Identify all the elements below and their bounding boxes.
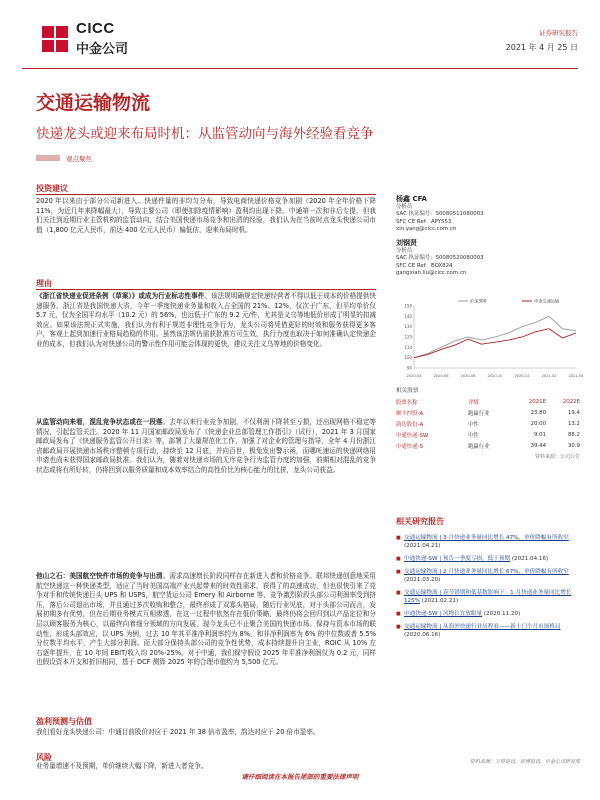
y-tick-label: 120 [404, 334, 412, 340]
stock-name: 中通快递-S [396, 443, 423, 450]
stock-table-heading: 相关股票 [396, 388, 419, 394]
analyst-1-tag: CFA [412, 195, 427, 203]
index-chart-svg [396, 296, 584, 380]
col-rating: 评级 [468, 399, 479, 406]
related-item[interactable] [396, 555, 580, 563]
stock-rating: 中性 [468, 432, 479, 439]
logo-mark-icon [42, 26, 72, 52]
x-tick-label: 2020-12 [514, 374, 530, 378]
analyst-2 [396, 240, 484, 278]
reason-paragraph-3 [36, 572, 376, 668]
related-link[interactable]: 交通运输物流 | 从海外快递行业历程看——新十门个月市场格局 [404, 624, 561, 630]
related-date: (2021.04.16) [511, 556, 549, 562]
related-item[interactable] [396, 623, 580, 639]
subtag-marker [36, 155, 60, 161]
series-line-1 [414, 316, 576, 357]
legend-label: 申金交通运输 [534, 298, 560, 304]
x-tick-label: 2021-04 [568, 374, 584, 378]
report-type: 证券研究报告 [539, 29, 578, 37]
reason-p3-body: 。需求高速增长阶段同样存在新进入者和价格竞争。联邦快递创意地采用航空快递这一种快递类型，适应了当时美国高端产业兴起带来的时效性需求，获得了的高速成功，但也很快引来了竞争对手和传统快递巨头 UPS 和 USPS，航空货运公司 Emery 和 Airborne 等，竞争激烈阶段头部公司利润率受到挤压，落后公司退出市场，并且通过多次收购和整合，最终形成了双寡头格局，随后行业见底，对于头部公司而言，发展初期多有优势，但在后期业务模式互相渗透，在这一过程中依然存在低价策略，最终仍将会回归到以产品定位和分层以顾客服务为核心，以最终向着细分领域的方向发展，现今龙头已不止聚合美国的快递市场。保持与资本市场的联动性，形成头部效应，以 UPS 为例，过去 10 年其平准净利润率约为 8%，和非净利润率为 6% 的中位数或者 5.5% 分位数平均水平，产生大部分利润。而大部分保持头部公司的竞争性优势，成本持续提升自主业，ROIC 从 10% 左右逐年提升，在 10 年间 EBIT/收入均 20%-25%。对于中通，我们保守假设 2025 年平准净利润仅为 0.2 元，同样也假设资本开支和折旧相同，基于 DCF 测算 2025 年的合理市值约为 5,500 亿元。 [36, 572, 377, 667]
analyst-1-name: 杨鑫 [396, 195, 410, 203]
analyst-2-name: 刘钢贤 [396, 239, 417, 247]
related-item[interactable] [396, 568, 580, 584]
related-link[interactable]: 中通快递-SW | 预告一季度亏损，低于预期 [404, 556, 511, 562]
stock-value: 88.2 [567, 431, 580, 438]
header-meta [506, 28, 578, 53]
reason-p1-body: 。该法规明确规定快递经营者不得以低于成本的价格提供快递服务，浙江省是我国快递大省，今年一季度快递业务量和收入占全国的 21%、12%，仅次于广东，但平均单价仅 5.7 元，仅为全国平均水平（10.2 元）的 56%，也远低于广东的 9.2 元/件，尤其是义乌等地低价形成了明显的扣减效应。如果该法规正式实施，我们认为有利于规范非理性竞争行为，龙头公司将凭借更好的时效和服务获得更多客户，客观上起到加速行业格局趋稳的作用。虽然该法规仍需获批准方可生效，执行力度也取决于如何准确认定快递企业的成本，但我们认为对快递公司的警示性作用可能会体现的更快，建议关注义乌等地的价格变化。 [36, 292, 377, 348]
stock-value: 19.4 [567, 409, 580, 416]
header-divider [22, 68, 578, 69]
related-item[interactable] [396, 534, 580, 550]
y-tick-label: 110 [404, 344, 412, 350]
x-tick-label: 2021-02 [541, 374, 557, 378]
stock-value: 13.2 [567, 420, 580, 427]
stock-table [396, 396, 580, 462]
related-date: (2021.03.20) [404, 577, 441, 583]
invest-divider [36, 194, 376, 195]
invest-text: 2020 年以来由于部分公司新进入、快递件量的非均匀分布，导致电商快递价格竞争加剧（2020 年全年价格下降 11%，为近几年来降幅最大），导致主要公司（即使扣除疫情影响）盈利均出现下降。中通第一次和非后专提，但我们关注到近期行业主管机构的监管动向，结合美国快递市场竞争和出清的经验，我们认为在当前时点龙头快递公司市值（1,800 亿元人民币，前达 400 亿元人民币）偏低估，迎来布局时机。 [36, 197, 376, 234]
related-heading: 相关研究报告 [396, 517, 444, 526]
y-tick-label: 140 [404, 313, 412, 319]
reason-p2-body: 。去年以来行业竞争加剧，不仅利润下降甚至亏损，还出现网格不稳定等情况，引起监管关注。2020 年 11 月国家邮政局发布了《快递企业总部管理工作指引》（试行），2021 年 3 月国家邮政局发布了《快递服务监管公开目录》等，部署了大量规范化工作，加强了对企业的管理与指导，全年 4 月份浙江省邮政局开展快递市场秩序整顿专项行动，持续至 12 月底，并向百世、极兔发出警示函，而哪吒速运的快递网络用申请也尚未获得国家邮政局批准。我们认为，随着对快递市场的无序竞争行为监管力度的加强，前期相对混乱的竞争状态或将有所好转，仍将回到以服务质量和成本效率结合的高性价比为核心能力的比拼，龙头公司获益。 [36, 418, 377, 474]
related-list [396, 534, 580, 644]
analyst-2-role: 分析员 [396, 247, 413, 254]
analyst-1-role: 分析员 [396, 203, 413, 210]
logo-text-en: CICC [76, 20, 115, 37]
related-date: (2021.04.21) [404, 543, 441, 549]
related-item[interactable] [396, 589, 580, 605]
stock-name: 韵达股份-A [396, 421, 424, 428]
related-date: (2020.06.16) [404, 632, 441, 638]
y-tick-label: 90 [406, 365, 412, 371]
reason-p2-lead: 从监管动向来看，混乱竞争状态或在一段落 [36, 418, 163, 426]
report-subtag: 观点聚焦 [66, 155, 92, 163]
related-date: (2021.02.21) [421, 598, 459, 604]
stock-value: 30.9 [567, 442, 580, 449]
invest-heading: 投资建议 [36, 184, 68, 193]
series-line-2 [414, 329, 576, 358]
related-item[interactable] [396, 610, 580, 618]
reason-paragraph-2 [36, 418, 376, 476]
stock-table-source [396, 451, 580, 462]
y-tick-label: 100 [404, 355, 412, 361]
analyst-1-sfc: SFC CE Ref：APY553 [396, 218, 452, 225]
risk-heading: 风险 [36, 753, 52, 762]
stock-rating: 跑赢行业 [468, 443, 490, 450]
stock-rating: 跑赢行业 [468, 410, 490, 417]
stock-value: 20.00 [530, 420, 546, 427]
risk-text: 业务量增速不及预期，单价继续大幅下降，新进入者竞争。 [36, 762, 208, 770]
analyst-2-sac: SAC 执证编号：S0080520080003 [396, 255, 484, 262]
profit-heading: 盈利预测与估值 [36, 717, 92, 726]
reason-p1-lead: 《浙江省快递业促进条例（草案）》或成为行业标志性事件 [36, 292, 205, 300]
col-2022e: 2022E [562, 398, 580, 405]
x-tick-label: 2020-06 [433, 374, 449, 378]
index-chart [396, 296, 584, 380]
related-source: 资料来源：万得资讯，彭博资讯，中金公司研究部 [469, 759, 580, 765]
stock-row[interactable] [396, 429, 580, 440]
y-tick-label: 150 [404, 303, 412, 309]
related-date: (2020.11.20) [483, 611, 521, 617]
stock-table-header [396, 396, 580, 407]
report-title: 快递龙头或迎来布局时机：从监管动向与海外经验看竞争 [36, 126, 374, 142]
stock-table-source-text: 资料来源：公司公告 [534, 454, 580, 460]
stock-name: 顺丰控股-A [396, 410, 424, 417]
stock-rating: 中性 [468, 421, 479, 428]
stock-value: 39.44 [530, 442, 546, 449]
profit-text: 我们看好龙头快递公司：中通目前股价对应于 2021 年 38 倍市盈率，韵达对应于 20 倍市盈率。 [36, 728, 320, 736]
x-tick-label: 2020-08 [460, 374, 476, 378]
related-link[interactable]: 交通运输物流 | 春节错期和低基数影响下：1 月快递业务量同比增长 125% [404, 590, 572, 604]
stock-name: 中通快递-SW [396, 432, 429, 439]
legend-label: 沪深300 [470, 298, 487, 304]
stock-row[interactable] [396, 440, 580, 451]
col-2021e: 2021E [528, 398, 546, 405]
sector-title: 交通运输物流 [36, 92, 151, 114]
related-link[interactable]: 交通运输物流 | 2 月快递业务量同比增长 67%，单价降幅有所收窄 [404, 569, 569, 575]
reason-divider [36, 289, 376, 290]
analyst-1 [396, 196, 484, 234]
analyst-1-sac: SAC 执证编号：S0080511080003 [396, 211, 484, 218]
reason-heading: 理由 [36, 279, 52, 288]
logo-text-cn: 中金公司 [76, 42, 129, 57]
col-stock: 股票名称 [396, 399, 418, 406]
related-link[interactable]: 交通运输物流 | 3 月快递业务量同比增长 47%，单价降幅有所收窄 [404, 535, 569, 541]
stock-value: 23.80 [530, 409, 546, 416]
stock-value: 9.01 [533, 431, 546, 438]
x-tick-label: 2020-10 [487, 374, 503, 378]
related-link[interactable]: 中通快递-SW | 风物长宜放眼量 [404, 611, 483, 617]
report-date: 2021 年 4 月 25 日 [505, 43, 578, 52]
reason-paragraph-1 [36, 292, 376, 350]
y-tick-label: 130 [404, 324, 412, 330]
stock-row[interactable] [396, 418, 580, 429]
stock-row[interactable] [396, 407, 580, 418]
reason-p3-lead: 他山之石：美国航空快件市场的竞争与出清 [36, 572, 163, 580]
analyst-2-sfc: SFC CE Ref：BOX824 [396, 262, 453, 269]
cicc-logo [42, 18, 152, 58]
x-tick-label: 2020-04 [406, 374, 422, 378]
legal-footer: 请仔细阅读在本报告尾部的重要法律声明 [241, 773, 359, 781]
analyst-2-email[interactable]: gangxian.liu@cicc.com.cn [396, 270, 467, 277]
analyst-1-email[interactable]: xin.yang@cicc.com.cn [396, 226, 457, 233]
